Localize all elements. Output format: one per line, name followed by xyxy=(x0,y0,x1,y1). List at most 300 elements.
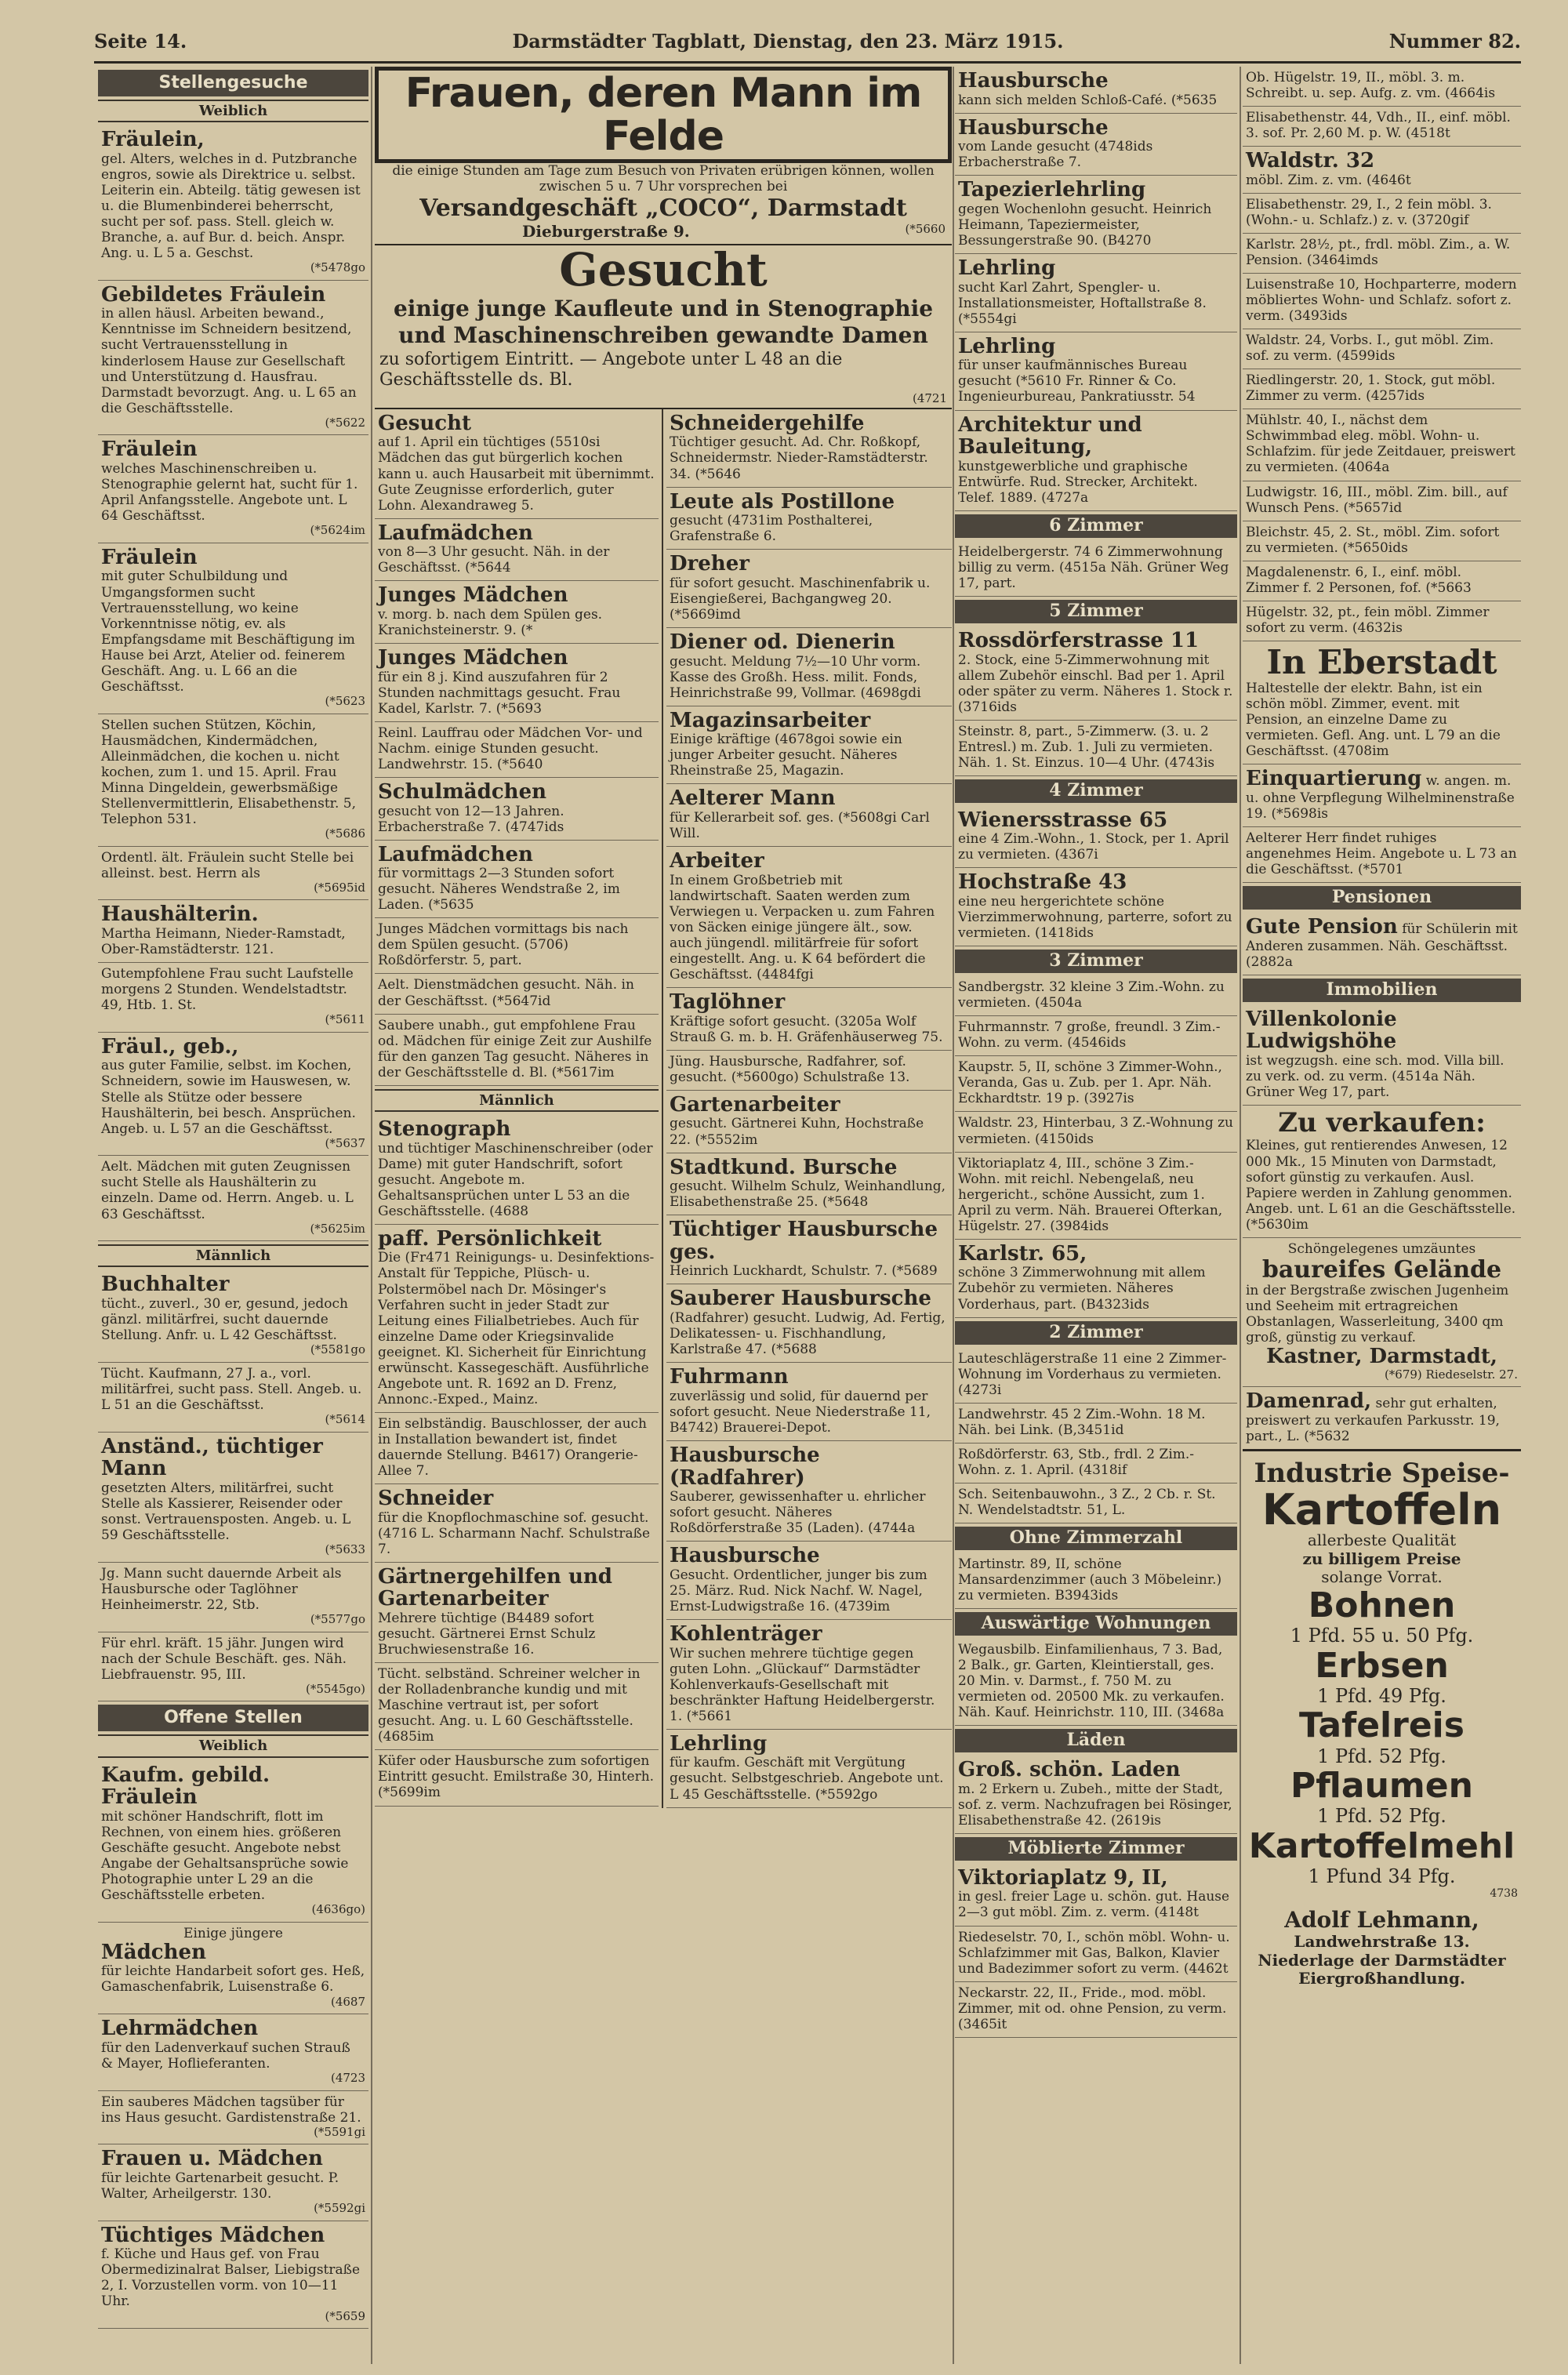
classified-ad xyxy=(375,841,659,919)
ad-body: Wir suchen mehrere tüchtige gegen guten Lohn. „Glückauf“ Darmstädter Kohlenverkaufs-Gesellschaft mit beschränkter Haftung Heidelbergerstr. 1. (*5661 xyxy=(670,1645,935,1724)
classified-ad xyxy=(375,1115,659,1225)
ad-body: Ludwigstr. 16, III., möbl. Zim. bill., auf Wunsch Pens. (*5657id xyxy=(1246,484,1508,516)
classified-ad xyxy=(98,2221,368,2329)
classified-ad xyxy=(98,1761,368,1923)
grocery-stock: solange Vorrat. xyxy=(1321,1567,1443,1587)
ad-body: kann sich melden Schloß-Café. (*5635 xyxy=(958,92,1218,108)
aelterer-herr-ad: Aelterer Herr findet ruhiges angenehmes Heim. Angebote u. L 73 an die Geschäftsst. (*5701 xyxy=(1243,827,1521,883)
grocery-item-name: Kartoffelmehl xyxy=(1248,1825,1515,1866)
classified-ad xyxy=(955,1982,1237,2038)
ad-body: für die Knopflochmaschine sof. gesucht. (4716 L. Scharmann Nachf. Schulstraße 7. xyxy=(378,1509,651,1557)
ad-body: Wegausbilb. Einfamilienhaus, 7 3. Bad, 2 Balk., gr. Garten, Kleintierstall, ges. 20 Min. v. Darmst., f. 750 M. zu vermieten od. 20500 Mk. zu verkaufen. Näh. Kauf. Heinrichstr. 110, III. (3468a xyxy=(958,1641,1225,1721)
classified-ad xyxy=(955,1927,1237,1982)
ad-body: eine neu hergerichtete schöne Vierzimmerwohnung, parterre, sofort zu vermieten. (1418ids xyxy=(958,894,1232,942)
ad-body: Martha Heimann, Nieder-Ramstadt, Ober-Ramstädterstr. 121. xyxy=(101,925,346,957)
ad-ref: (*5611 xyxy=(325,1012,365,1027)
ad-headline: Sauberer Hausbursche xyxy=(670,1287,931,1311)
ad-body: Tüchtiger gesucht. Ad. Chr. Roßkopf, Schneidermstr. Nieder-Ramstädterstr. 34. (*5646 xyxy=(670,434,928,482)
ad-body: und tüchtiger Maschinenschreiber (oder Dame) mit guter Handschrift, sofort gesucht. Angebote m. Gehaltsansprüchen unter L 53 an die Geschäftsstelle. (4688 xyxy=(378,1140,653,1219)
category-bar: 5 Zimmer xyxy=(955,600,1237,623)
classified-ad xyxy=(666,1284,952,1363)
column-rule xyxy=(1240,67,1241,2364)
masthead-date: Darmstädter Tagblatt, Dienstag, den 23. März 1915. xyxy=(512,29,1064,53)
ad-body: Riedlingerstr. 20, 1. Stock, gut möbl. Zimmer zu verm. (4257ids xyxy=(1246,372,1496,405)
verkaufen-headline: Zu verkaufen: xyxy=(1278,1107,1486,1139)
ad-body: (Radfahrer) gesucht. Ludwig, Ad. Fertig, Delikatessen- u. Fischhandlung, Karlstraße 47. (*5688 xyxy=(670,1310,946,1358)
classified-ad xyxy=(98,847,368,901)
ad-headline: Hausbursche (Radfahrer) xyxy=(670,1443,820,1490)
grocery-items xyxy=(1246,1587,1518,1888)
ads-list xyxy=(955,541,1237,597)
column-stellengesuche xyxy=(98,67,368,2329)
ad-headline: Diener od. Dienerin xyxy=(670,630,895,654)
subsection-heading: Weiblich xyxy=(98,1734,368,1757)
issue-number: Nummer 82. xyxy=(1388,29,1521,53)
ad-ref: (*5625im xyxy=(310,1221,365,1236)
ad-body: Ob. Hügelstr. 19, II., möbl. 3. m. Schreibt. u. sep. Aufg. z. vm. (4664is xyxy=(1246,70,1496,102)
ad-headline: Leute als Postillone xyxy=(670,489,895,514)
grocery-item-price: 1 Pfd. 52 Pfg. xyxy=(1317,1745,1446,1767)
ad-body: Magdalenenstr. 6, I., einf. möbl. Zimmer f. 2 Personen, fof. (*5663 xyxy=(1246,564,1472,596)
kastner-name: Kastner, Darmstadt, xyxy=(1266,1344,1497,1368)
classified-ad xyxy=(1243,274,1521,329)
damenrad-headline: Damenrad, xyxy=(1246,1389,1372,1414)
ad-headline: Fräulein, xyxy=(101,128,205,152)
ad-ref: (*5659 xyxy=(325,2308,365,2323)
banner-headline: Frauen, deren Mann im Felde xyxy=(375,67,952,163)
gelaende-pre: Schöngelegenes umzäuntes xyxy=(1287,1240,1476,1257)
ad-body: gel. Alters, welches in d. Putzbranche engros, sowie als Direktrice u. selbst. Leiterin ein. Abteilg. tätig gewesen ist u. die Blumenbinderei beherrscht, sucht per sof. pass. Stell. gleich w. Branche, a. auf Bur. d. beich. Anspr. Ang. u. L 5 a. Geschst. xyxy=(101,151,361,262)
classified-ad xyxy=(666,628,952,706)
classified-ad xyxy=(955,1240,1237,1318)
ad-headline: Gebildetes Fräulein xyxy=(101,282,326,307)
ads-list xyxy=(955,806,1237,946)
ad-body: für unser kaufmännisches Bureau gesucht (*5610 Fr. Rinner & Co. Ingenieurbureau, Pankratiusstr. 54 xyxy=(958,358,1196,405)
ad-body: Heinrich Luckhardt, Schulstr. 7. (*5689 xyxy=(670,1263,938,1280)
classified-ad xyxy=(955,976,1237,1016)
ad-body: Waldstr. 24, Vorbs. I., gut möbl. Zim. sof. zu verm. (4599ids xyxy=(1246,332,1494,365)
ad-body: von 8—3 Uhr gesucht. Näh. in der Geschäftsst. (*5644 xyxy=(378,544,610,576)
ad-body: Jüng. Hausbursche, Radfahrer, sof. gesucht. (*5600go) Schulstraße 13. xyxy=(670,1053,910,1085)
classified-ad xyxy=(666,1153,952,1216)
classified-ad xyxy=(98,1923,368,2014)
classified-ad xyxy=(955,1639,1237,1726)
ad-ref: (*5695id xyxy=(314,880,365,895)
ad-headline: Wienersstrasse 65 xyxy=(958,808,1168,832)
ad-headline: Arbeiter xyxy=(670,849,764,873)
classified-ad xyxy=(955,626,1237,721)
classified-ad xyxy=(1243,409,1521,481)
eberstadt-text: Haltestelle der elektr. Bahn, ist ein schön möbl. Zimmer, event. mit Pension, an einzelne Dame zu vermieten. Gefl. Ang. unt. L 79 an die Geschäftsst. (4708im xyxy=(1246,681,1501,760)
ad-body: Ein selbständig. Bauschlosser, der auch in Installation bewandert ist, findet dauernde Stellung. B4617) Orangerie-Allee 7. xyxy=(378,1415,647,1480)
verkaufen-text: Kleines, gut rentierendes Anwesen, 12 000 Mk., 15 Minuten von Darmstadt, sofort günstig zu verkaufen. Ausl. Papiere werden in Zahlung genommen. Angeb. unt. L 61 an die Geschäftsstelle. (*5630im xyxy=(1246,1138,1516,1233)
ads-list xyxy=(98,1761,368,2330)
ad-body: für leichte Handarbeit sofort ges. Heß, Gamaschenfabrik, Luisenstraße 6. xyxy=(101,1963,365,1996)
category-bar: 4 Zimmer xyxy=(955,779,1237,803)
classified-ad xyxy=(98,900,368,963)
ad-body: zuverlässig und solid, für dauernd per sofort gesucht. Neue Niederstraße 11, B4742) Brauerei-Depot. xyxy=(670,1388,931,1436)
ad-headline: Junges Mädchen xyxy=(378,583,568,608)
eberstadt-headline: In Eberstadt xyxy=(1266,642,1497,681)
ad-headline: Tüchtiger Hausbursche ges. xyxy=(670,1218,938,1264)
ad-headline: Fräulein xyxy=(101,438,198,462)
ad-headline: Kaufm. gebild. Fräulein xyxy=(101,1763,270,1810)
ad-body: Ein sauberes Mädchen tagsüber für ins Haus gesucht. Gardistenstraße 21. xyxy=(101,2094,361,2126)
ad-headline: paff. Persönlichkeit xyxy=(378,1226,602,1251)
category-bar: Läden xyxy=(955,1729,1237,1752)
gesucht-line: zu sofortigem Eintritt. — Angebote unter L 48 an die Geschäftsstelle ds. Bl. xyxy=(379,350,843,390)
classified-ad xyxy=(375,1750,659,1806)
grocery-quality: allerbeste Qualität xyxy=(1307,1531,1457,1550)
ad-body: für sofort gesucht. Maschinenfabrik u. Eisengießerei, Bachgangweg 20. (*5669imd xyxy=(670,575,931,623)
ad-headline: Lehrling xyxy=(958,256,1056,281)
ad-ref: (*5633 xyxy=(325,1542,365,1557)
ad-ref: (*5623 xyxy=(325,693,365,708)
classified-ad xyxy=(955,254,1237,332)
ad-body: f. Küche und Haus gef. von Frau Obermedizinalrat Balser, Liebigstraße 2, I. Vorzustellen vorm. von 10—11 Uhr. xyxy=(101,2246,361,2310)
ad-headline: Dreher xyxy=(670,552,750,576)
ads-list xyxy=(375,1115,659,1807)
classified-ad xyxy=(666,1441,952,1542)
gesucht-text: einige junge Kaufleute und in Stenographie und Maschinenschreiben gewandte Damen xyxy=(393,296,934,348)
ad-body: gesucht. Meldung 7½—10 Uhr vorm. Kasse des Großh. Hess. milit. Fonds, Heinrichstraße 99, Vollmar. (4698gdi xyxy=(670,653,921,701)
classified-ad xyxy=(98,281,368,436)
classified-ad xyxy=(955,1112,1237,1152)
subsection-heading: Männlich xyxy=(375,1089,659,1112)
classified-ad xyxy=(98,2014,368,2090)
einquartierung-headline: Einquartierung xyxy=(1246,767,1422,791)
grocery-item-name: Tafelreis xyxy=(1299,1705,1465,1746)
ad-ref: (*5622 xyxy=(325,415,365,430)
classified-ad xyxy=(955,1404,1237,1444)
ad-body: eine 4 Zim.-Wohn., 1. Stock, per 1. April zu vermieten. (4367i xyxy=(958,831,1229,863)
classified-ad xyxy=(666,847,952,988)
classified-ad xyxy=(375,1563,659,1663)
ads-list xyxy=(1243,67,1521,641)
ad-body: Sauberer, gewissenhafter u. ehrlicher sofort gesucht. Näheres Roßdörferstraße 35 (Laden). (4744a xyxy=(670,1489,926,1537)
ad-ref: (*5592gi xyxy=(314,2201,365,2216)
classified-ad xyxy=(1243,147,1521,194)
classified-ad xyxy=(955,1864,1237,1927)
classified-ad xyxy=(1243,481,1521,521)
ad-body: Mühlstr. 40, I., nächst dem Schwimmbad eleg. möbl. Wohn- u. Schlafzim. für jede Zeitdauer, preiswert zu vermieten. (4064a xyxy=(1246,412,1515,476)
ad-headline: Hausbursche xyxy=(670,1544,820,1568)
classified-ad xyxy=(98,435,368,543)
ad-body: Reinl. Lauffrau oder Mädchen Vor- und Nachm. einige Stunden gesucht. Landwehrstr. 15. (*5640 xyxy=(378,724,643,772)
grocery-item-price: 1 Pfund 34 Pfg. xyxy=(1308,1865,1456,1888)
classified-ad xyxy=(1243,107,1521,147)
section-heading: Stellengesuche xyxy=(98,70,368,96)
grocery-item-name: Erbsen xyxy=(1315,1645,1449,1686)
ad-body: gesucht. Wilhelm Schulz, Weinhandlung, Elisabethenstraße 25. (*5648 xyxy=(670,1178,946,1211)
ad-headline: Gesucht xyxy=(378,411,472,435)
pension-headline: Gute Pension xyxy=(1246,915,1398,939)
ad-headline: Magazinsarbeiter xyxy=(670,708,871,732)
ad-body: Aelt. Dienstmädchen gesucht. Näh. in der Geschäftsst. (*5647id xyxy=(378,977,634,1009)
ad-body: Viktoriaplatz 4, III., schöne 3 Zim.-Wohn. mit reichl. Nebengelaß, neu hergericht., schöne Aussicht, zum 1. April zu verm. Näh. Brauerei Ofterkan, Hügelstr. 27. (3984ids xyxy=(958,1155,1223,1234)
ad-headline: Laufmädchen xyxy=(378,842,533,866)
classified-ad xyxy=(955,806,1237,869)
ad-body: gesucht. Gärtnerei Kuhn, Hochstraße 22. (*5552im xyxy=(670,1116,924,1148)
ad-body: 2. Stock, eine 5-Zimmerwohnung mit allem Zubehör einschl. Bad per 1. April oder später zu verm. Näheres 1. Stock r. (3716ids xyxy=(958,652,1233,715)
ad-body: Elisabethenstr. 29, I., 2 fein möbl. 3. (Wohn.- u. Schlafz.) z. v. (3720gif xyxy=(1246,196,1492,228)
classified-ad xyxy=(375,644,659,722)
ad-headline: Laufmädchen xyxy=(378,521,533,545)
ad-body: Steinstr. 8, part., 5-Zimmerw. (3. u. 2 Entresl.) m. Zub. 1. Juli zu vermieten. Näh. 1. St. Einzus. 10—4 Uhr. (4743is xyxy=(958,723,1215,771)
classified-ad xyxy=(955,67,1237,114)
ad-headline: Fräulein xyxy=(101,545,198,569)
classified-ad xyxy=(666,1363,952,1441)
ads-list xyxy=(666,409,952,1808)
classified-ad xyxy=(955,1483,1237,1523)
column-zimmer-verkauf xyxy=(1243,67,1521,1995)
ad-pretext: Einige jüngere xyxy=(183,1925,283,1941)
classified-ad xyxy=(1243,329,1521,369)
classified-ad xyxy=(1243,194,1521,234)
ad-body: mit guter Schulbildung und Umgangsformen sucht Vertrauensstellung, wo keine Vorkenntnisse nötig, ev. als Empfangsdame mit Beschäftigung im Hause bei Arzt, Atelier od. feinerem Geschäft. Ang. u. L 66 an die Geschäftsst. xyxy=(101,568,355,695)
ad-ref: (4723 xyxy=(330,2070,365,2085)
page-number: Seite 14. xyxy=(94,29,187,53)
villen-text: ist wegzugsh. eine sch. mod. Villa bill. zu verk. od. zu verm. (4514a Näh. Grüner Weg 17, part. xyxy=(1246,1052,1504,1101)
ads-list xyxy=(955,1756,1237,1834)
ad-body: für vormittags 2—3 Stunden sofort gesucht. Näheres Wendstraße 2, im Laden. (*5635 xyxy=(378,866,620,913)
ad-headline: Hausbursche xyxy=(958,115,1109,140)
classified-ad xyxy=(98,1156,368,1241)
classified-ad xyxy=(375,974,659,1014)
ad-body: gesucht von 12—13 Jahren. Erbacherstraße 7. (4747ids xyxy=(378,803,564,835)
classified-ad xyxy=(98,714,368,847)
ad-body: Roßdörferstr. 63, Stb., frdl. 2 Zim.-Wohn. z. 1. April. (4318if xyxy=(958,1446,1195,1478)
classified-ad xyxy=(1243,561,1521,601)
classified-ad xyxy=(375,1413,659,1484)
classified-ad xyxy=(375,1663,659,1750)
category-bar: Ohne Zimmerzahl xyxy=(955,1527,1237,1550)
classified-ad xyxy=(955,1016,1237,1056)
ad-ref: (*5660 xyxy=(905,221,946,236)
subsection-heading: Weiblich xyxy=(98,100,368,122)
classified-ad xyxy=(955,1153,1237,1240)
ads-list xyxy=(98,1270,368,1701)
ad-ref: (*5614 xyxy=(325,1412,365,1427)
ad-headline: Frauen u. Mädchen xyxy=(101,2147,323,2171)
ad-body: Für ehrl. kräft. 15 jähr. Jungen wird nach der Schule Beschäft. ges. Näh. Liebfrauenstr. 95, III. xyxy=(101,1635,347,1683)
grocery-vendor-note: Niederlage der Darmstädter Eiergroßhandlung. xyxy=(1258,1950,1506,1988)
classified-ad xyxy=(1243,234,1521,274)
classified-ad xyxy=(666,706,952,785)
classified-ad xyxy=(98,1563,368,1632)
ad-headline: Groß. schön. Laden xyxy=(958,1758,1181,1782)
classified-ad xyxy=(375,1484,659,1563)
classified-ad xyxy=(375,722,659,778)
ad-headline: Stenograph xyxy=(378,1117,511,1141)
classified-ad xyxy=(375,1225,659,1413)
grocery-item-price: 1 Pfd. 52 Pfg. xyxy=(1317,1805,1446,1828)
ad-body: Riedeselstr. 70, I., schön möbl. Wohn- u. Schlafzimmer mit Gas, Balkon, Klavier und Badezimmer sofort zu verm. (4462t xyxy=(958,1929,1230,1977)
ad-body: Heidelbergerstr. 74 6 Zimmerwohnung billig zu verm. (4515a Näh. Grüner Weg 17, part. xyxy=(958,543,1229,591)
ad-headline: Tapezierlehrling xyxy=(958,178,1146,202)
grocery-ad xyxy=(1243,1451,1521,1995)
ad-headline: Kohlenträger xyxy=(670,1622,822,1646)
classified-ad xyxy=(955,1056,1237,1112)
ad-headline: Viktoriaplatz 9, II, xyxy=(958,1865,1168,1890)
ad-body: tücht., zuverl., 30 er, gesund, jedoch gänzl. militärfrei, sucht dauernde Stellung. Anfr. u. L 42 Geschäftsst. xyxy=(101,1296,348,1344)
classified-ad xyxy=(666,1730,952,1808)
classified-ad xyxy=(955,176,1237,254)
category-bar: Auswärtige Wohnungen xyxy=(955,1612,1237,1636)
classified-ad xyxy=(955,1444,1237,1483)
ad-headline: Hochstraße 43 xyxy=(958,870,1127,895)
ad-body: Sandbergstr. 32 kleine 3 Zim.-Wohn. zu vermieten. (4504a xyxy=(958,979,1225,1011)
classified-ad xyxy=(666,784,952,847)
ad-headline: Schneider xyxy=(378,1487,494,1511)
ad-headline: Rossdörferstrasse 11 xyxy=(958,628,1200,652)
ad-headline: Gärtnergehilfen und Gartenarbeiter xyxy=(378,1564,612,1611)
classified-ad xyxy=(1243,601,1521,641)
coco-address: Dieburgerstraße 9. xyxy=(522,221,690,241)
ad-body: kunstgewerbliche und graphische Entwürfe. Rud. Strecker, Architekt. Telef. 1889. (4727a xyxy=(958,458,1198,506)
ad-headline: Tüchtiges Mädchen xyxy=(101,2223,325,2247)
ad-body: Neckarstr. 22, II., Fride., mod. möbl. Zimmer, mit od. ohne Pension, zu verm. (3465it xyxy=(958,1985,1227,2032)
ads-list xyxy=(955,1864,1237,2038)
category-bar: Pensionen xyxy=(1243,886,1521,910)
ad-body: Karlstr. 28½, pt., frdl. möbl. Zim., a. W. Pension. (3464imds xyxy=(1246,236,1511,268)
coco-advertiser: Versandgeschäft „COCO“, Darmstadt xyxy=(419,194,907,223)
ad-body: mit schöner Handschrift, flott im Rechnen, von einem hies. größeren Geschäfte gesucht. Angebote nebst Angabe der Gehaltsansprüche sowie Photographie unter L 29 an die Geschäftsstelle erbeten. xyxy=(101,1808,349,1904)
ad-ref: (4636go) xyxy=(311,1902,365,1917)
classified-ad xyxy=(955,868,1237,946)
ad-headline: Stadtkund. Bursche xyxy=(670,1155,898,1179)
ad-body: Lauteschlägerstraße 11 eine 2 Zimmer-Wohnung im Vorderhaus zu vermieten. (4273i xyxy=(958,1350,1227,1398)
category-bar: Immobilien xyxy=(1243,979,1521,1002)
classified-ad xyxy=(666,1091,952,1153)
ad-body: Martinstr. 89, II, schöne Mansardenzimmer (auch 3 Möbeleinr.) zu vermieten. B3943ids xyxy=(958,1556,1222,1603)
ads-list xyxy=(955,67,1237,511)
pension-text: für Schülerin mit Anderen zusammen. Näh. Geschäftsst. (2882a xyxy=(1246,921,1518,970)
ad-body: Gutempfohlene Frau sucht Laufstelle morgens 2 Stunden. Wendelstadtstr. 49, Htb. 1. St. xyxy=(101,966,354,1014)
ad-body: Küfer oder Hausbursche zum sofortigen Eintritt gesucht. Emilstraße 30, Hinterh. (*5699im xyxy=(378,1753,655,1801)
ad-headline: Fräul., geb., xyxy=(101,1034,239,1059)
classified-ad xyxy=(666,1051,952,1091)
classified-ad xyxy=(955,411,1237,511)
grocery-vendor: Adolf Lehmann, xyxy=(1284,1906,1479,1933)
ad-body: Elisabethenstr. 44, Vdh., II., einf. möbl. 3. sof. Pr. 2,60 M. p. W. (4518t xyxy=(1246,110,1511,142)
classified-ad xyxy=(375,778,659,841)
ad-ref: (*5545go) xyxy=(305,1681,365,1696)
ad-body: gegen Wochenlohn gesucht. Heinrich Heimann, Tapeziermeister, Bessungerstraße 90. (B4270 xyxy=(958,201,1212,249)
ad-headline: Buchhalter xyxy=(101,1273,230,1297)
ad-body: Landwehrstr. 45 2 Zim.-Wohn. 18 M. Näh. bei Link. (B,3451id xyxy=(958,1406,1206,1438)
ad-headline: Mädchen xyxy=(101,1940,206,1964)
classified-ad xyxy=(375,519,659,582)
ad-body: Ordentl. ält. Fräulein sucht Stelle bei alleinst. best. Herrn als xyxy=(101,849,354,881)
gesucht-headline: Gesucht xyxy=(559,243,768,297)
ad-body: aus guter Familie, selbst. im Kochen, Schneidern, sowie im Hauswesen, w. Stelle als Stütze oder bessere Haushälterin, bei besch. Ansprüchen. Angeb. u. L 57 an die Geschäftsst. xyxy=(101,1058,356,1137)
ads-list xyxy=(955,1553,1237,1609)
ad-headline: Anständ., tüchtiger Mann xyxy=(101,1434,323,1481)
ads-list xyxy=(375,409,659,1086)
grocery-item-price: 1 Pfd. 49 Pfg. xyxy=(1317,1684,1446,1707)
classified-ad xyxy=(98,1363,368,1433)
ad-body: Tücht. Kaufmann, 27 J. a., vorl. militärfrei, sucht pass. Stell. Angeb. u. L 51 an die Geschäftsst. xyxy=(101,1365,362,1413)
ad-headline: Fuhrmann xyxy=(670,1365,789,1389)
ad-headline: Lehrmädchen xyxy=(101,2017,259,2041)
classified-ad xyxy=(98,2091,368,2145)
classified-ad xyxy=(666,550,952,628)
ad-body: für kaufm. Geschäft mit Vergütung gesucht. Selbstgeschrieb. Angebote unt. L 45 Geschäftsstelle. (*5592go xyxy=(670,1755,944,1803)
classified-ad xyxy=(955,1553,1237,1609)
classified-ad xyxy=(98,543,368,714)
ad-body: Einige kräftige (4678goi sowie ein junger Arbeiter gesucht. Näheres Rheinstraße 25, Magazin. xyxy=(670,732,902,779)
ad-ref: (4721 xyxy=(375,392,952,409)
classified-ad xyxy=(98,1433,368,1563)
ad-body: Sch. Seitenbauwohn., 3 Z., 2 Cb. r. St. N. Wendelstadtstr. 51, L. xyxy=(958,1486,1216,1518)
ads-list xyxy=(955,1639,1237,1726)
grocery-item-price: 1 Pfd. 55 u. 50 Pfg. xyxy=(1290,1625,1474,1647)
grocery-title-1: Industrie Speise- xyxy=(1254,1457,1510,1489)
ad-body: gesucht (4731im Posthalterei, Grafenstraße 6. xyxy=(670,513,873,545)
ad-body: Saubere unabh., gut empfohlene Frau od. Mädchen für einige Zeit zur Aushilfe für den ganzen Tag gesucht. Näheres in der Geschäftsstelle d. Bl. (*5617im xyxy=(378,1017,652,1080)
ad-body: gesetzten Alters, militärfrei, sucht Stelle als Kassierer, Reisender oder sonst. Vertrauensposten. Angeb. u. L 59 Geschäftsstelle. xyxy=(101,1480,351,1544)
ad-body: welches Maschinenschreiben u. Stenographie gelernt hat, sucht für 1. April Anfangsstelle. Angebote unt. L 64 Geschäftsst. xyxy=(101,461,358,525)
ad-body: Kräftige sofort gesucht. (3205a Wolf Strauß G. m. b. H. Gräfenhäuserweg 75. xyxy=(670,1013,943,1045)
category-bar: 6 Zimmer xyxy=(955,514,1237,538)
grocery-vendor-address: Landwehrstraße 13. xyxy=(1294,1931,1470,1951)
header-rule xyxy=(94,61,1521,64)
ad-body: Kaupstr. 5, II, schöne 3 Zimmer-Wohn., Veranda, Gas u. Zub. per 1. Apr. Näh. Eckhardtstr. 19 p. (3927is xyxy=(958,1059,1222,1107)
ad-headline: Schneidergehilfe xyxy=(670,411,865,435)
ad-body: Bleichstr. 45, 2. St., möbl. Zim. sofort zu vermieten. (*5650ids xyxy=(1246,524,1500,556)
ad-body: Fuhrmannstr. 7 große, freundl. 3 Zim.-Wohn. zu verm. (4546ids xyxy=(958,1019,1221,1051)
classified-ad xyxy=(666,1620,952,1730)
classified-ad xyxy=(666,488,952,550)
category-bar: Möblierte Zimmer xyxy=(955,1837,1237,1861)
ad-body: In einem Großbetrieb mit landwirtschaft. Saaten werden zum Verwiegen u. Verpacken u. zum Fahren von Säcken einige jüngere ält., sow. auch jüngendl. militärfreie für sofort eingestellt. Ang. u. K 64 befördert die Geschäftsst. (4484fgi xyxy=(670,872,935,983)
villen-headline: Villenkolonie Ludwigshöhe xyxy=(1246,1007,1397,1054)
gelaende-text: in der Bergstraße zwischen Jugenheim und Seeheim mit ertragreichen Obstanlagen, Wasserleitung, 3400 qm groß, günstig zu verkauf. xyxy=(1246,1282,1509,1345)
classified-ad xyxy=(98,1632,368,1702)
ad-body: für Kellerarbeit sof. ges. (*5608gi Carl Will. xyxy=(670,810,930,842)
column-offene-stellen xyxy=(375,67,952,1808)
ad-headline: Waldstr. 32 xyxy=(1246,149,1375,173)
gelaende-headline: baureifes Gelände xyxy=(1261,1255,1502,1284)
ad-body: möbl. Zim. z. vm. (4646t xyxy=(1246,172,1411,188)
classified-ad xyxy=(98,2144,368,2221)
ad-headline: Schulmädchen xyxy=(378,779,547,804)
kastner-address: (*679) Riedeselstr. 27. xyxy=(1384,1367,1518,1382)
grocery-item-name: Pflaumen xyxy=(1290,1765,1473,1806)
grocery-item-name: Bohnen xyxy=(1308,1585,1456,1625)
classified-ad xyxy=(1243,521,1521,561)
ad-headline: Lehrling xyxy=(670,1731,768,1756)
ads-list xyxy=(955,626,1237,776)
ad-body: Aelt. Mädchen mit guten Zeugnissen sucht Stelle als Haushälterin zu einzeln. Dame od. Herrn. Angeb. u. L 63 Geschäftsst. xyxy=(101,1159,354,1222)
classified-ad xyxy=(98,1033,368,1157)
ad-headline: Hausbursche xyxy=(958,69,1109,93)
ad-body: v. morg. b. nach dem Spülen ges. Kranichsteinerstr. 9. (* xyxy=(378,606,603,638)
ad-ref: (*5581go xyxy=(310,1342,365,1357)
banner-text: die einige Stunden am Tage zum Besuch von Privaten erübrigen können, wollen zwischen 5 u. 7 Uhr vorsprechen bei xyxy=(392,163,935,195)
ad-ref: (*5591gi xyxy=(314,2124,365,2139)
classified-ad xyxy=(666,1215,952,1284)
classified-ad xyxy=(98,963,368,1033)
damenrad-text: sehr gut erhalten, preiswert zu verkaufen Parkusstr. 19, part., L. (*5632 xyxy=(1246,1396,1500,1444)
classified-ad xyxy=(955,332,1237,411)
classified-ad xyxy=(955,541,1237,597)
ad-body: Stellen suchen Stützen, Köchin, Hausmädchen, Kindermädchen, Alleinmädchen, die kochen u. nicht kochen, zum 1. und 15. April. Frau Minna Dingeldein, gewerbsmäßige Stellenvermittlerin, Elisabethenstr. 5, Telephon 531. xyxy=(101,717,356,827)
ads-list xyxy=(955,976,1237,1317)
ad-body: in allen häusl. Arbeiten bewand., Kenntnisse im Schneidern besitzend, sucht Vertrauensstellung in kinderlosem Hause zur Gesellschaft und Unterstützung d. Hausfrau. Darmstadt bevorzugt. Ang. u. L 65 an die Geschäftsstelle. xyxy=(101,306,357,416)
ad-body: schöne 3 Zimmerwohnung mit allem Zubehör zu vermieten. Näheres Vorderhaus, part. (B4323ids xyxy=(958,1265,1206,1313)
